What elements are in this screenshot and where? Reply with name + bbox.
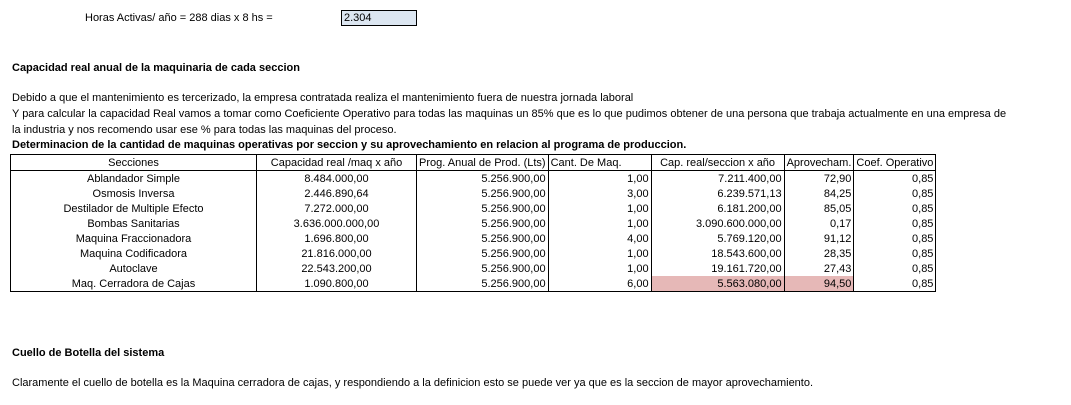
cell-aprovechamiento[interactable]: 84,25 (784, 186, 854, 201)
cell-aprovechamiento[interactable]: 72,90 (784, 171, 854, 187)
cell-coef[interactable]: 0,85 (854, 231, 936, 246)
cell-seccion[interactable]: Maquina Fraccionadora (11, 231, 257, 246)
cell-cant-maq[interactable]: 4,00 (548, 231, 651, 246)
cell-cant-maq[interactable]: 1,00 (548, 246, 651, 261)
section-title-capacity: Capacidad real anual de la maquinaria de cada seccion (12, 62, 300, 74)
cell-prog-anual[interactable]: 5.256.900,00 (417, 261, 549, 276)
cell-cant-maq[interactable]: 1,00 (548, 261, 651, 276)
cell-aprovechamiento[interactable]: 91,12 (784, 231, 854, 246)
cell-cant-maq[interactable]: 1,00 (548, 201, 651, 216)
table-row (11, 216, 936, 231)
cell-cant-maq[interactable]: 6,00 (548, 276, 651, 292)
cell-aprovechamiento[interactable]: 85,05 (784, 201, 854, 216)
cell-aprovechamiento[interactable]: 27,43 (784, 261, 854, 276)
paragraph-maintenance: Debido a que el mantenimiento es tercerizado, la empresa contratada realiza el mantenimiento fuera de nuestra jornada laboral (12, 92, 634, 104)
header-aprovechamiento[interactable]: Aprovecham. (784, 155, 854, 171)
cell-prog-anual[interactable]: 5.256.900,00 (417, 246, 549, 261)
header-coef-operativo[interactable]: Coef. Operativo (854, 155, 936, 171)
cell-aprovechamiento[interactable]: 28,35 (784, 246, 854, 261)
table-row-bottleneck (11, 276, 936, 292)
section-title-bottleneck: Cuello de Botella del sistema (12, 347, 165, 359)
paragraph-determination: Determinacion de la cantidad de maquinas operativas por seccion y su aprovechamiento en relacion al programa de produccion. (12, 139, 687, 151)
cell-cap-seccion[interactable]: 6.239.571,13 (651, 186, 784, 201)
cell-cap-seccion[interactable]: 6.181.200,00 (651, 201, 784, 216)
cell-seccion[interactable]: Maquina Codificadora (11, 246, 257, 261)
cell-cant-maq[interactable]: 3,00 (548, 186, 651, 201)
header-secciones[interactable]: Secciones (11, 155, 257, 171)
cell-capacidad[interactable]: 3.636.000.000,00 (257, 216, 417, 231)
cell-cant-maq[interactable]: 1,00 (548, 171, 651, 187)
cell-seccion[interactable]: Ablandador Simple (11, 171, 257, 187)
table-row (11, 201, 936, 216)
cell-seccion[interactable]: Bombas Sanitarias (11, 216, 257, 231)
table-row (11, 171, 936, 187)
hours-label: Horas Activas/ año = 288 dias x 8 hs = (85, 12, 273, 24)
cell-coef[interactable]: 0,85 (854, 276, 936, 292)
table-row (11, 186, 936, 201)
cell-prog-anual[interactable]: 5.256.900,00 (417, 201, 549, 216)
cell-seccion[interactable]: Osmosis Inversa (11, 186, 257, 201)
cell-cap-seccion-highlighted[interactable]: 5.563.080,00 (651, 276, 784, 292)
paragraph-recommendation: la industria y nos recomendo usar ese % para todas las maquinas del proceso. (12, 124, 397, 136)
cell-capacidad[interactable]: 21.816.000,00 (257, 246, 417, 261)
cell-coef[interactable]: 0,85 (854, 246, 936, 261)
header-capacidad-real[interactable]: Capacidad real /maq x año (257, 155, 417, 171)
table-row (11, 261, 936, 276)
cell-coef[interactable]: 0,85 (854, 186, 936, 201)
cell-aprovechamiento-highlighted[interactable]: 94,50 (784, 276, 854, 292)
cell-cant-maq[interactable]: 1,00 (548, 216, 651, 231)
header-cant-maq[interactable]: Cant. De Maq. (548, 155, 651, 171)
cell-coef[interactable]: 0,85 (854, 216, 936, 231)
hours-value-cell[interactable]: 2.304 (341, 10, 417, 26)
table-row (11, 246, 936, 261)
cell-cap-seccion[interactable]: 7.211.400,00 (651, 171, 784, 187)
table-row (11, 231, 936, 246)
cell-seccion[interactable]: Maq. Cerradora de Cajas (11, 276, 257, 292)
cell-prog-anual[interactable]: 5.256.900,00 (417, 276, 549, 292)
cell-cap-seccion[interactable]: 5.769.120,00 (651, 231, 784, 246)
cell-capacidad[interactable]: 1.696.800,00 (257, 231, 417, 246)
cell-capacidad[interactable]: 2.446.890,64 (257, 186, 417, 201)
cell-capacidad[interactable]: 7.272.000,00 (257, 201, 417, 216)
cell-cap-seccion[interactable]: 18.543.600,00 (651, 246, 784, 261)
cell-seccion[interactable]: Destilador de Multiple Efecto (11, 201, 257, 216)
table-header-row (11, 155, 936, 171)
cell-coef[interactable]: 0,85 (854, 201, 936, 216)
cell-prog-anual[interactable]: 5.256.900,00 (417, 231, 549, 246)
cell-coef[interactable]: 0,85 (854, 171, 936, 187)
cell-cap-seccion[interactable]: 19.161.720,00 (651, 261, 784, 276)
cell-capacidad[interactable]: 22.543.200,00 (257, 261, 417, 276)
cell-prog-anual[interactable]: 5.256.900,00 (417, 216, 549, 231)
capacity-table (10, 154, 936, 292)
cell-prog-anual[interactable]: 5.256.900,00 (417, 171, 549, 187)
paragraph-bottleneck: Claramente el cuello de botella es la Maquina cerradora de cajas, y respondiendo a la definicion esto se puede ver ya que es la seccion de mayor aprovechamiento. (12, 377, 814, 389)
cell-capacidad[interactable]: 1.090.800,00 (257, 276, 417, 292)
cell-coef[interactable]: 0,85 (854, 261, 936, 276)
paragraph-coefficient: Y para calcular la capacidad Real vamos a tomar como Coeficiente Operativo para todas las maquinas un 85% que es lo que pudimos obtener de una persona que trabaja actualmente en una empresa de (12, 108, 1007, 120)
cell-cap-seccion[interactable]: 3.090.600.000,00 (651, 216, 784, 231)
cell-prog-anual[interactable]: 5.256.900,00 (417, 186, 549, 201)
header-prog-anual[interactable]: Prog. Anual de Prod. (Lts) (417, 155, 549, 171)
header-cap-real-seccion[interactable]: Cap. real/seccion x año (651, 155, 784, 171)
cell-capacidad[interactable]: 8.484.000,00 (257, 171, 417, 187)
cell-aprovechamiento[interactable]: 0,17 (784, 216, 854, 231)
cell-seccion[interactable]: Autoclave (11, 261, 257, 276)
